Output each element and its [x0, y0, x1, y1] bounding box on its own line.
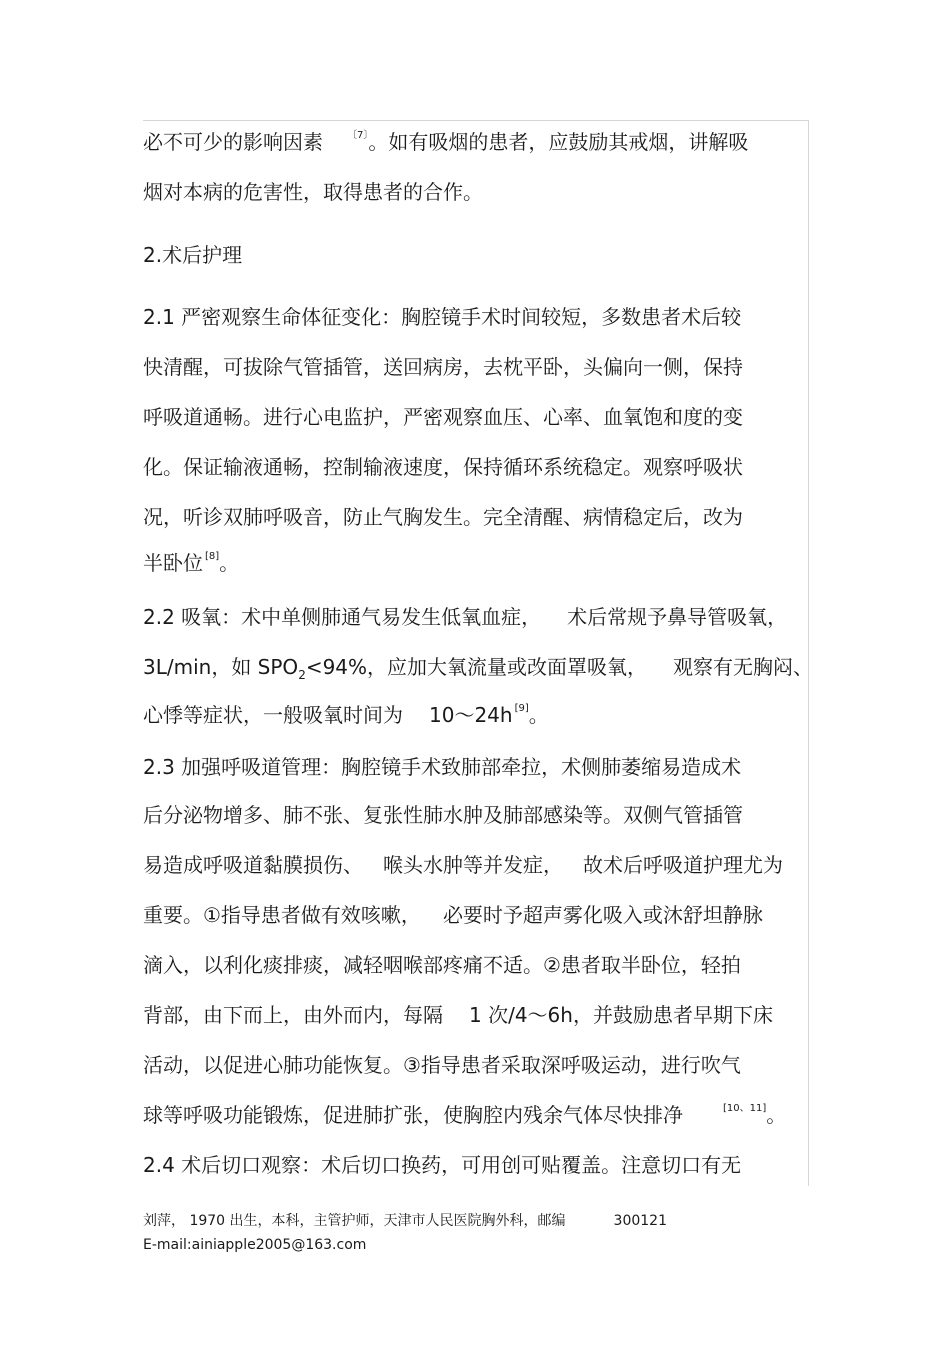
text-line-17: [143, 951, 741, 979]
text: 必要时予超声雾化吸入或沐舒坦静脉: [442, 903, 763, 927]
text: 术后常规予鼻导管吸氧，: [567, 605, 788, 629]
text: 烟对本病的危害性，取得患者的合作。: [143, 180, 483, 204]
text-line-20: [143, 1101, 786, 1129]
text: 喉头水肿等并发症，: [383, 853, 563, 877]
text-line-15: [143, 851, 783, 879]
heading: 2.术后护理: [143, 243, 243, 267]
citation-8: [8]: [205, 551, 220, 562]
text-line-21: [143, 1151, 741, 1179]
text: 滴入，以利化痰排痰，减轻咽喉部疼痛不适。②患者取半卧位，轻拍: [143, 953, 741, 977]
email-address: E-mail:ainiapple2005@163.com: [143, 1237, 367, 1253]
text-line-9: [143, 549, 239, 577]
text: <94%，应加大氧流量或改面罩吸氧，: [305, 655, 648, 679]
text: 2.3 加强呼吸道管理：胸腔镜手术致肺部牵拉，术侧肺萎缩易造成术: [143, 755, 742, 779]
author-detail: 1970 出生，本科，主管护师，天津市人民医院胸外科，邮编: [189, 1213, 566, 1229]
text: 观察有无胸闷、: [673, 655, 814, 679]
text: 。: [528, 703, 549, 727]
section-heading-postop: [143, 241, 242, 269]
text: 后分泌物增多、肺不张、复张性肺水肿及肺部感染等。双侧气管插管: [143, 803, 743, 827]
text-line-4: [143, 303, 741, 331]
footnote-email: [143, 1236, 366, 1254]
text-line-13: [143, 753, 741, 781]
postal-code: 300121: [613, 1213, 667, 1229]
text-line-7: [143, 453, 743, 481]
text: 1 次/4～6h，并鼓励患者早期下床: [469, 1003, 773, 1027]
text-line-19: [143, 1051, 741, 1079]
text: 。如有吸烟的患者，应鼓励其戒烟，讲解吸: [368, 130, 749, 154]
text: 故术后呼吸道护理尤为: [583, 853, 783, 877]
text-line-6: [143, 403, 743, 431]
text: 半卧位: [143, 551, 203, 575]
text-line-16: [143, 901, 763, 929]
text: 10～24h: [429, 703, 513, 727]
text: 2.2 吸氧：术中单侧肺通气易发生低氧血症，: [143, 605, 542, 629]
text-line-10: [143, 603, 787, 631]
text: 2.1 严密观察生命体征变化：胸腔镜手术时间较短，多数患者术后较: [143, 305, 742, 329]
text: 球等呼吸功能锻炼，促进肺扩张，使胸腔内残余气体尽快排净: [143, 1103, 683, 1127]
citation-7: 〔7〕: [347, 130, 369, 141]
text: 3L/min，如 SPO: [143, 655, 299, 679]
text-line-5: [143, 353, 743, 381]
text-line-2: [143, 178, 483, 206]
text: 。: [766, 1103, 787, 1127]
text: 况，听诊双肺呼吸音，防止气胸发生。完全清醒、病情稳定后，改为: [143, 505, 743, 529]
text: 化。保证输液通畅，控制输液速度，保持循环系统稳定。观察呼吸状: [143, 455, 743, 479]
text: 2.4 术后切口观察：术后切口换药，可用创可贴覆盖。注意切口有无: [143, 1153, 742, 1177]
text: 快清醒，可拔除气管插管，送回病房，去枕平卧，头偏向一侧，保持: [143, 355, 743, 379]
footnote-author: [143, 1212, 667, 1230]
text-line-8: [143, 503, 743, 531]
text-line-18: [143, 1001, 773, 1029]
text: 。: [219, 551, 240, 575]
citation-10-11: [10、11]: [723, 1103, 767, 1114]
text-line-14: [143, 801, 743, 829]
text: 必不可少的影响因素: [143, 130, 323, 154]
subscript-2: 2: [298, 668, 306, 682]
text-line-11: [143, 653, 813, 681]
citation-9: [9]: [514, 703, 529, 714]
text: 活动，以促进心肺功能恢复。③指导患者采取深呼吸运动，进行吹气: [143, 1053, 741, 1077]
text: 易造成呼吸道黏膜损伤、: [143, 853, 363, 877]
author-name: 刘萍，: [143, 1213, 185, 1229]
text: 心悸等症状，一般吸氧时间为: [143, 703, 403, 727]
text: 呼吸道通畅。进行心电监护，严密观察血压、心率、血氧饱和度的变: [143, 405, 743, 429]
text-line-12: [143, 701, 549, 729]
text-line-1: [143, 128, 748, 156]
text: 背部，由下而上，由外而内，每隔: [143, 1003, 443, 1027]
text: 重要。①指导患者做有效咳嗽，: [143, 903, 421, 927]
